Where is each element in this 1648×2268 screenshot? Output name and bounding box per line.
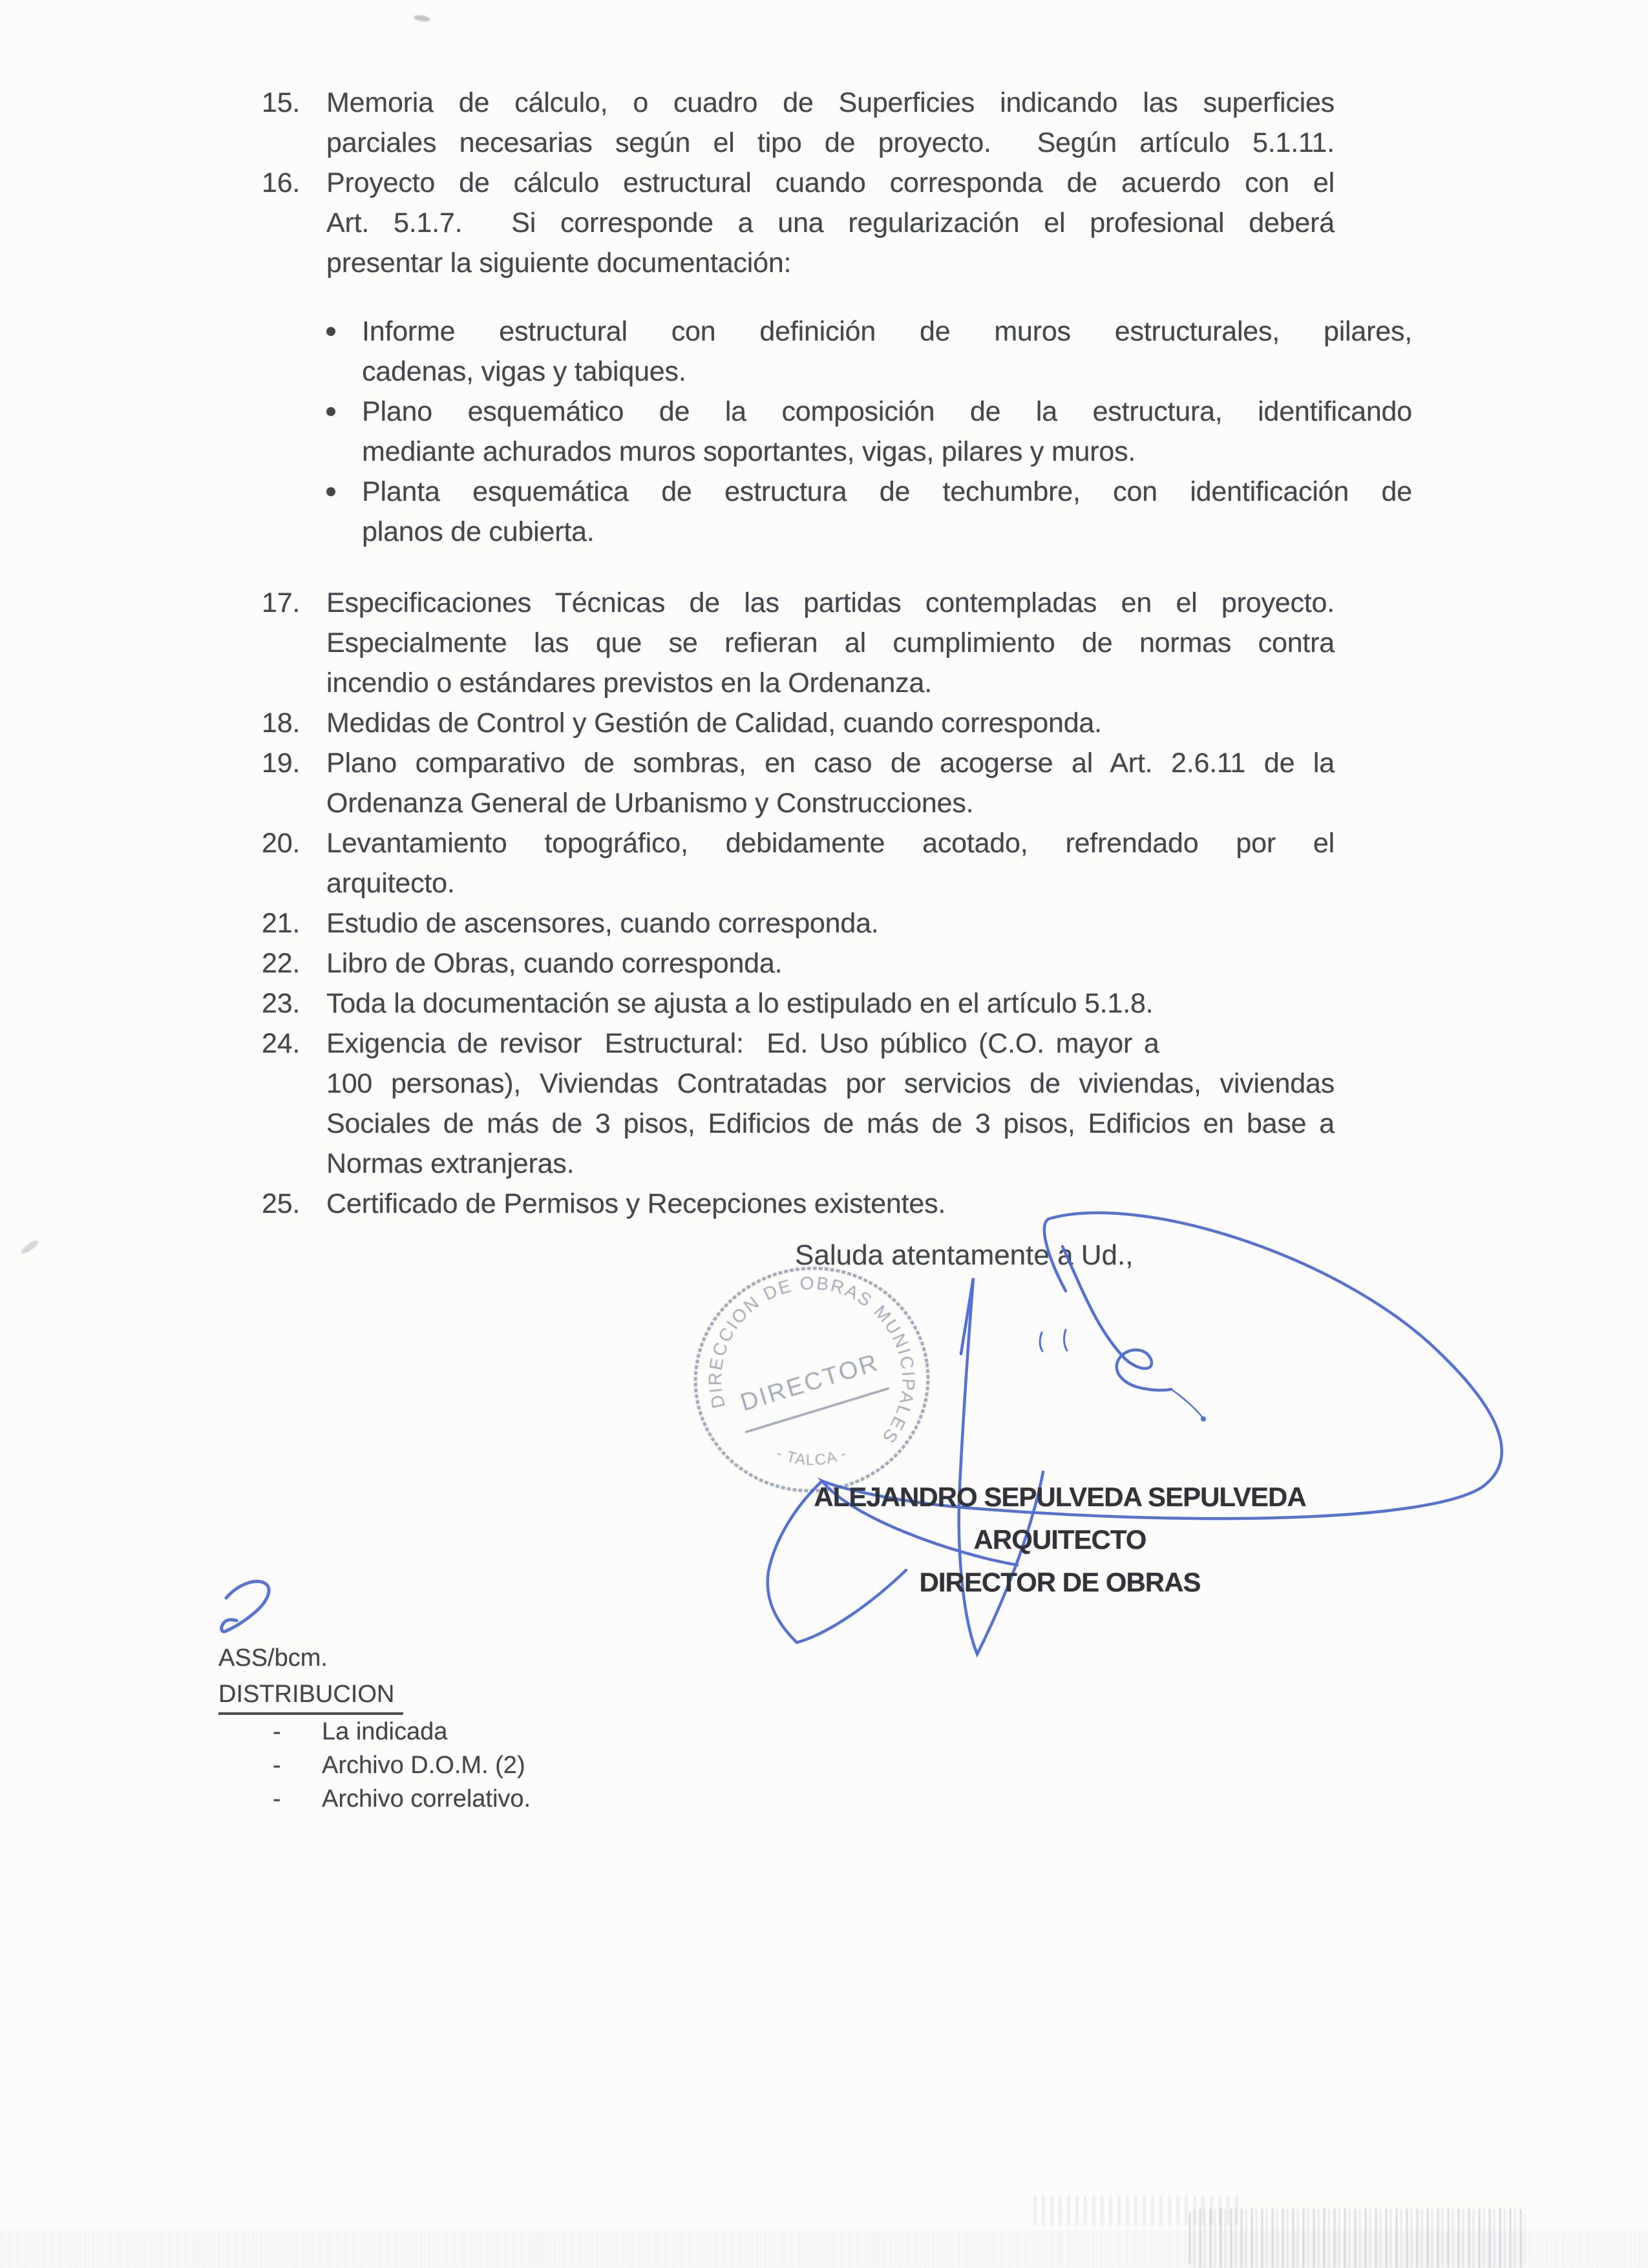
text-line: incendio o estándares previstos en la Ordenanza. xyxy=(326,667,932,698)
signatory-title: ARQUITECTO xyxy=(973,1524,1146,1555)
dash: - xyxy=(273,1718,281,1745)
signatory-role: DIRECTOR DE OBRAS xyxy=(919,1567,1201,1597)
list-item xyxy=(262,823,1373,903)
bullet-dot xyxy=(326,472,362,496)
item-number: 20. xyxy=(262,828,301,859)
bullet-dot xyxy=(326,311,362,336)
text-line: Proyecto de cálculo estructural cuando corresponda de acuerdo con el xyxy=(326,167,1335,198)
text-line: Informe estructural con definición de muros estructurales, pilares, xyxy=(362,316,1412,347)
item-number: 23. xyxy=(262,988,301,1019)
distribution-heading: DISTRIBUCION xyxy=(218,1677,403,1715)
bullet-dot xyxy=(326,392,362,416)
text-line: Planta esquemática de estructura de techumbre, con identificación de xyxy=(362,476,1412,507)
list-item xyxy=(262,943,1373,983)
item-text xyxy=(326,943,1335,983)
item-text xyxy=(326,1024,1335,1184)
text-line: 100 personas), Viviendas Contratadas por servicios de viviendas, viviendas xyxy=(326,1068,1335,1099)
text-line: Art. 5.1.7. Si corresponde a una regularización el profesional deberá xyxy=(326,207,1335,238)
bullet-list xyxy=(326,311,1412,552)
item-text xyxy=(326,823,1335,903)
item-text xyxy=(326,903,1335,943)
dash: - xyxy=(273,1752,281,1779)
item-number: 22. xyxy=(262,948,301,979)
signatory-name: ALEJANDRO SEPULVEDA SEPULVEDA xyxy=(814,1482,1306,1512)
text-line: Memoria de cálculo, o cuadro de Superficies indicando las superficies xyxy=(326,87,1335,118)
distribution-item xyxy=(218,1748,531,1782)
item-text xyxy=(326,703,1335,743)
item-number: 24. xyxy=(262,1028,301,1059)
scan-speck xyxy=(19,1239,40,1256)
text-line: cadenas, vigas y tabiques. xyxy=(362,356,686,387)
list-item xyxy=(262,983,1373,1024)
text-line: arquitecto. xyxy=(326,868,455,899)
bullet-item xyxy=(326,472,1412,552)
list-item xyxy=(262,1024,1373,1184)
text-line: mediante achurados muros soportantes, vigas, pilares y muros. xyxy=(362,436,1136,467)
bullet-text xyxy=(362,472,1412,552)
text-line: Levantamiento topográfico, debidamente acotado, refrendado por el xyxy=(326,828,1335,859)
text-line: Estudio de ascensores, cuando corresponda. xyxy=(326,908,879,939)
footer xyxy=(218,1641,531,1816)
text-line: Ordenanza General de Urbanismo y Construcciones. xyxy=(326,788,974,819)
closing-line: Saluda atentamente a Ud., xyxy=(795,1239,1134,1271)
distribution-item xyxy=(218,1782,531,1816)
bullet-item xyxy=(326,311,1412,392)
bullet-text xyxy=(362,392,1412,472)
signature-stroke xyxy=(1040,1332,1042,1351)
signature-stroke xyxy=(1064,1330,1067,1350)
text-line: Especificaciones Técnicas de las partidas contempladas en el proyecto. xyxy=(326,587,1335,618)
item-text xyxy=(326,83,1335,163)
item-text xyxy=(326,163,1335,283)
signature-stroke xyxy=(1062,1246,1171,1391)
item-number: 19. xyxy=(262,748,301,779)
item-number: 18. xyxy=(262,708,301,739)
scan-speck xyxy=(414,14,431,23)
signature-block xyxy=(672,1476,1448,1604)
text-line: Normas extranjeras. xyxy=(326,1148,575,1179)
list-item xyxy=(262,583,1373,703)
stamp-bottom-text: - TALCA - xyxy=(774,1444,850,1469)
text-line: Plano comparativo de sombras, en caso de acogerse al Art. 2.6.11 de la xyxy=(326,748,1335,779)
list-item xyxy=(262,703,1373,743)
text-line: Medidas de Control y Gestión de Calidad, cuando corresponda. xyxy=(326,708,1102,739)
text-line: Certificado de Permisos y Recepciones existentes. xyxy=(326,1188,946,1219)
text-line: Especialmente las que se refieran al cumplimiento de normas contra xyxy=(326,627,1335,658)
item-number: 16. xyxy=(262,167,301,198)
stamp-director-text: DIRECTOR xyxy=(737,1349,883,1417)
bullet-text xyxy=(362,311,1412,392)
text-line: Toda la documentación se ajusta a lo estipulado en el artículo 5.1.8. xyxy=(326,988,1154,1019)
signature-ink-dot xyxy=(1201,1416,1206,1422)
scan-noise-cluster xyxy=(1189,2209,1525,2268)
text-line: Exigencia de revisor Estructural: Ed. Uso público (C.O. mayor a xyxy=(326,1028,1159,1059)
stamp-curved-text: DIRECCION DE OBRAS MUNICIPALES xyxy=(704,1272,919,1448)
list-item xyxy=(262,83,1373,163)
distribution-item xyxy=(218,1715,531,1748)
distribution-text: Archivo correlativo. xyxy=(322,1785,531,1812)
item-text xyxy=(326,983,1335,1024)
item-text xyxy=(326,743,1335,823)
footer-initials: ASS/bcm. xyxy=(218,1644,328,1672)
list-item xyxy=(262,743,1373,823)
list-item xyxy=(262,163,1373,283)
text-line: planos de cubierta. xyxy=(362,516,595,547)
bullet-item xyxy=(326,392,1412,472)
item-number: 25. xyxy=(262,1188,301,1219)
signature xyxy=(711,1182,1564,1693)
text-line: Plano esquemático de la composición de la estructura, identificando xyxy=(362,396,1412,427)
signature-stroke xyxy=(1171,1389,1203,1418)
item-text xyxy=(326,583,1335,703)
text-line: Sociales de más de 3 pisos, Edificios de más de 3 pisos, Edificios en base a xyxy=(326,1108,1335,1139)
text-line: parciales necesarias según el tipo de proyecto. Según artículo 5.1.11. xyxy=(326,127,1335,158)
item-number: 17. xyxy=(262,587,301,618)
text-line: Libro de Obras, cuando corresponda. xyxy=(326,948,783,979)
text-line: presentar la siguiente documentación: xyxy=(326,247,792,278)
numbered-list xyxy=(262,83,1412,1224)
item-number: 15. xyxy=(262,87,301,118)
item-number: 21. xyxy=(262,908,301,939)
list-item xyxy=(262,903,1373,943)
distribution-list xyxy=(218,1715,531,1816)
distribution-text: La indicada xyxy=(322,1718,448,1745)
dash: - xyxy=(273,1785,281,1812)
distribution-text: Archivo D.O.M. (2) xyxy=(322,1752,525,1779)
